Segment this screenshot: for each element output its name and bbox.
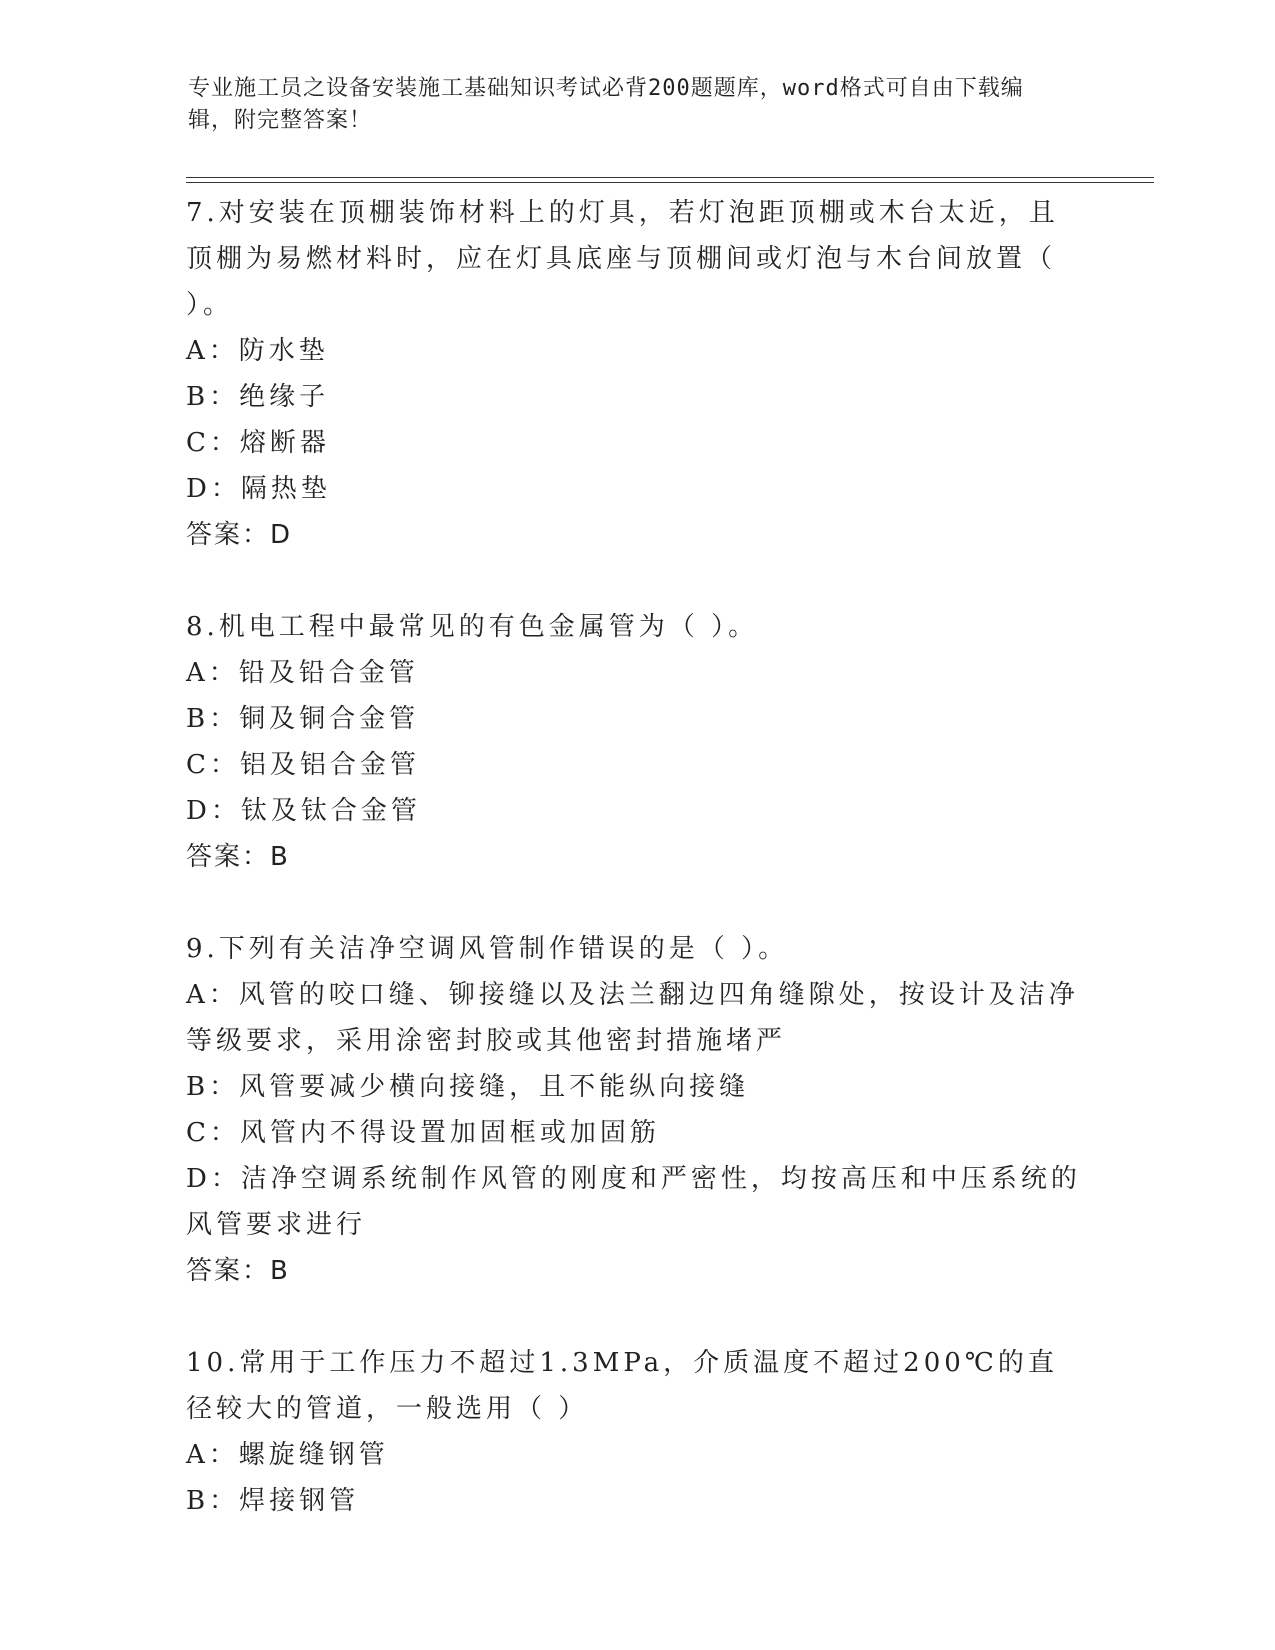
header-divider-top bbox=[186, 177, 1154, 178]
option-c: C：铝及铝合金管 bbox=[186, 750, 420, 780]
answer-line: 答案：B bbox=[186, 842, 290, 872]
option-a: A：铅及铅合金管 bbox=[186, 658, 419, 688]
option-b: B：焊接钢管 bbox=[186, 1486, 360, 1516]
question-stem: 8.机电工程中最常见的有色金属管为（ ）。 bbox=[186, 612, 759, 642]
question-9 bbox=[186, 926, 1086, 1294]
question-8 bbox=[186, 604, 1086, 880]
option-a: A：螺旋缝钢管 bbox=[186, 1440, 389, 1470]
answer-line: 答案：B bbox=[186, 1256, 290, 1286]
header-divider-bottom bbox=[186, 182, 1154, 183]
option-b: B：绝缘子 bbox=[186, 382, 330, 412]
question-10 bbox=[186, 1340, 1086, 1524]
document-header: 专业施工员之设备安装施工基础知识考试必背200题题库，word格式可自由下载编辑，附完整答案！ bbox=[188, 76, 1024, 133]
question-stem: 10.常用于工作压力不超过1.3MPa，介质温度不超过200℃的直径较大的管道，一般选用（ ） bbox=[186, 1348, 1058, 1424]
option-c: C：熔断器 bbox=[186, 428, 330, 458]
answer-line: 答案：D bbox=[186, 520, 293, 550]
option-d: D：隔热垫 bbox=[186, 474, 331, 504]
option-a: A：风管的咬口缝、铆接缝以及法兰翻边四角缝隙处，按设计及洁净等级要求，采用涂密封胶或其他密封措施堵严 bbox=[186, 980, 1079, 1056]
option-a: A：防水垫 bbox=[186, 336, 329, 366]
option-d: D：洁净空调系统制作风管的刚度和严密性，均按高压和中压系统的风管要求进行 bbox=[186, 1164, 1081, 1240]
option-b: B：风管要减少横向接缝，且不能纵向接缝 bbox=[186, 1072, 750, 1102]
question-7 bbox=[186, 190, 1086, 558]
question-stem: 9.下列有关洁净空调风管制作错误的是（ ）。 bbox=[186, 934, 789, 964]
option-c: C：风管内不得设置加固框或加固筋 bbox=[186, 1118, 660, 1148]
option-b: B：铜及铜合金管 bbox=[186, 704, 420, 734]
question-list bbox=[186, 190, 1086, 1570]
option-d: D：钛及钛合金管 bbox=[186, 796, 421, 826]
question-stem: 7.对安装在顶棚装饰材料上的灯具，若灯泡距顶棚或木台太近，且顶棚为易燃材料时，应在灯具底座与顶棚间或灯泡与木台间放置（ ）。 bbox=[186, 198, 1059, 320]
